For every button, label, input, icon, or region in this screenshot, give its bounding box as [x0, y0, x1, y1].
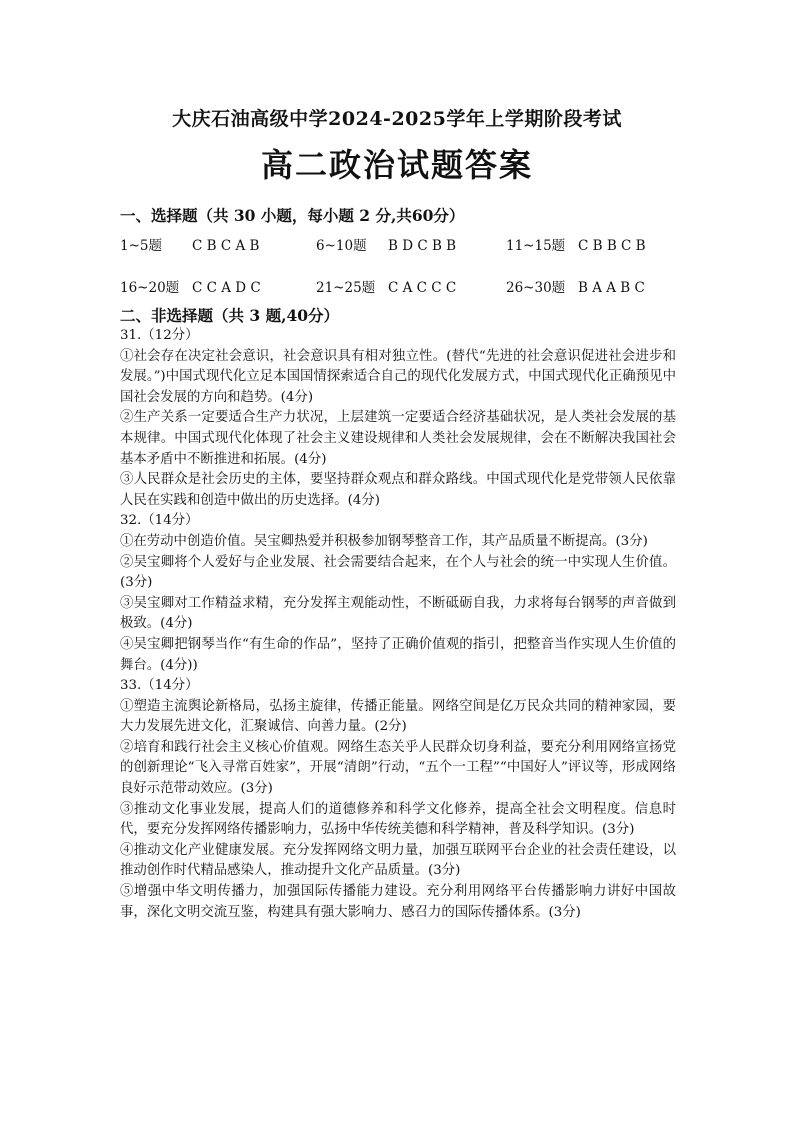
answer-paragraph: ②生产关系一定要适合生产力状况，上层建筑一定要适合经济基础状况，是人类社会发展的基本规律。中国式现代化体现了社会主义建设规律和人类社会发展规律，会在不断解决我国社会基本矛盾中不断推进和拓展。(4分)	[120, 410, 676, 467]
section2-heading: 二、非选择题（共 3 题,40分）	[120, 306, 340, 325]
section1-heading: 一、选择题（共 30 小题，每小题 2 分,共60分）	[120, 206, 465, 225]
section2-body	[120, 326, 676, 923]
question-number: 33.（14分）	[120, 678, 199, 694]
answer-group	[120, 234, 259, 254]
answer-group-label: 16~20题	[120, 280, 180, 296]
answer-group-label: 6~10题	[316, 238, 367, 254]
answer-paragraph: ②培育和践行社会主义核心价值观。网络生态关乎人民群众切身利益，要充分利用网络宣扬党的创新理论“飞入寻常百姓家”，开展“清朗”行动，“五个一工程”“中国好人”评议等，形成网络良好示范带动效应。(3分)	[120, 739, 676, 797]
answer-group-label: 1~5题	[120, 238, 162, 254]
answer-paragraph: ③吴宝卿对工作精益求精，充分发挥主观能动性，不断砥砺自我，力求将每台钢琴的声音做到极致。(4分)	[120, 595, 676, 632]
answer-paragraph: ③人民群众是社会历史的主体，要坚持群众观点和群众路线。中国式现代化是党带领人民依靠人民在实践和创造中做出的历史选择。(4分)	[120, 472, 676, 508]
answer-group-values: C C A D C	[192, 280, 261, 296]
answer-paragraph: ④推动文化产业健康发展。充分发挥网络文明力量，加强互联网平台企业的社会责任建设，以推动创作时代精品感染人，推动提升文化产品质量。(3分)	[120, 842, 676, 879]
answer-group-values: C B B C B	[578, 238, 646, 254]
answer-group-values: B D C B B	[388, 238, 457, 254]
exam-title: 大庆石油高级中学2024-2025学年上学期阶段考试	[172, 108, 622, 130]
question-number: 32.（14分）	[120, 513, 199, 529]
answer-group-values: B A A B C	[578, 280, 645, 296]
answer-paragraph: ①社会存在决定社会意识，社会意识具有相对独立性。(替代“先进的社会意识促进社会进步和发展。”)中国式现代化立足本国国情探索适合自己的现代化发展方式，中国式现代化正确预见中国社会发展的方向和趋势。(4分)	[120, 348, 676, 405]
answer-row	[120, 276, 680, 296]
answer-group-label: 11~15题	[506, 238, 566, 254]
mcq-answer-grid-2	[120, 276, 680, 296]
answer-paragraph: ⑤增强中华文明传播力，加强国际传播能力建设。充分利用网络平台传播影响力讲好中国故事，深化文明交流互鉴，构建具有强大影响力、感召力的国际传播体系。(3分)	[120, 884, 676, 920]
answer-group-label: 26~30题	[506, 280, 566, 296]
answer-group	[506, 234, 646, 254]
answer-paragraph: ④吴宝卿把钢琴当作“有生命的作品”，坚持了正确价值观的指引，把整音当作实现人生价值的舞台。(4分))	[120, 636, 676, 673]
answer-group-values: C A C C C	[388, 280, 457, 296]
answer-group-values: C B C A B	[192, 238, 260, 254]
answer-group	[316, 276, 456, 296]
answer-paragraph: ①塑造主流舆论新格局，弘扬主旋律，传播正能量。网络空间是亿万民众共同的精神家园，要大力发展先进文化，汇聚诚信、向善力量。(2分)	[120, 698, 676, 735]
answer-paragraph: ③推动文化事业发展，提高人们的道德修养和科学文化修养，提高全社会文明程度。信息时代，要充分发挥网络传播影响力，弘扬中华传统美德和科学精神，普及科学知识。(3分)	[120, 801, 676, 838]
answer-paragraph: ②吴宝卿将个人爱好与企业发展、社会需要结合起来，在个人与社会的统一中实现人生价值。(3分)	[120, 554, 676, 591]
question-number: 31.（12分）	[120, 328, 199, 343]
answer-row	[120, 234, 680, 254]
mcq-answer-grid	[120, 234, 680, 254]
answer-title: 高二政治试题答案	[260, 146, 533, 184]
answer-group	[506, 276, 645, 296]
answer-group	[316, 234, 456, 254]
answer-paragraph: ①在劳动中创造价值。吴宝卿热爱并积极参加钢琴整音工作，其产品质量不断提高。(3分)	[120, 533, 648, 549]
answer-group-label: 21~25题	[316, 280, 376, 296]
answer-group	[120, 276, 261, 296]
